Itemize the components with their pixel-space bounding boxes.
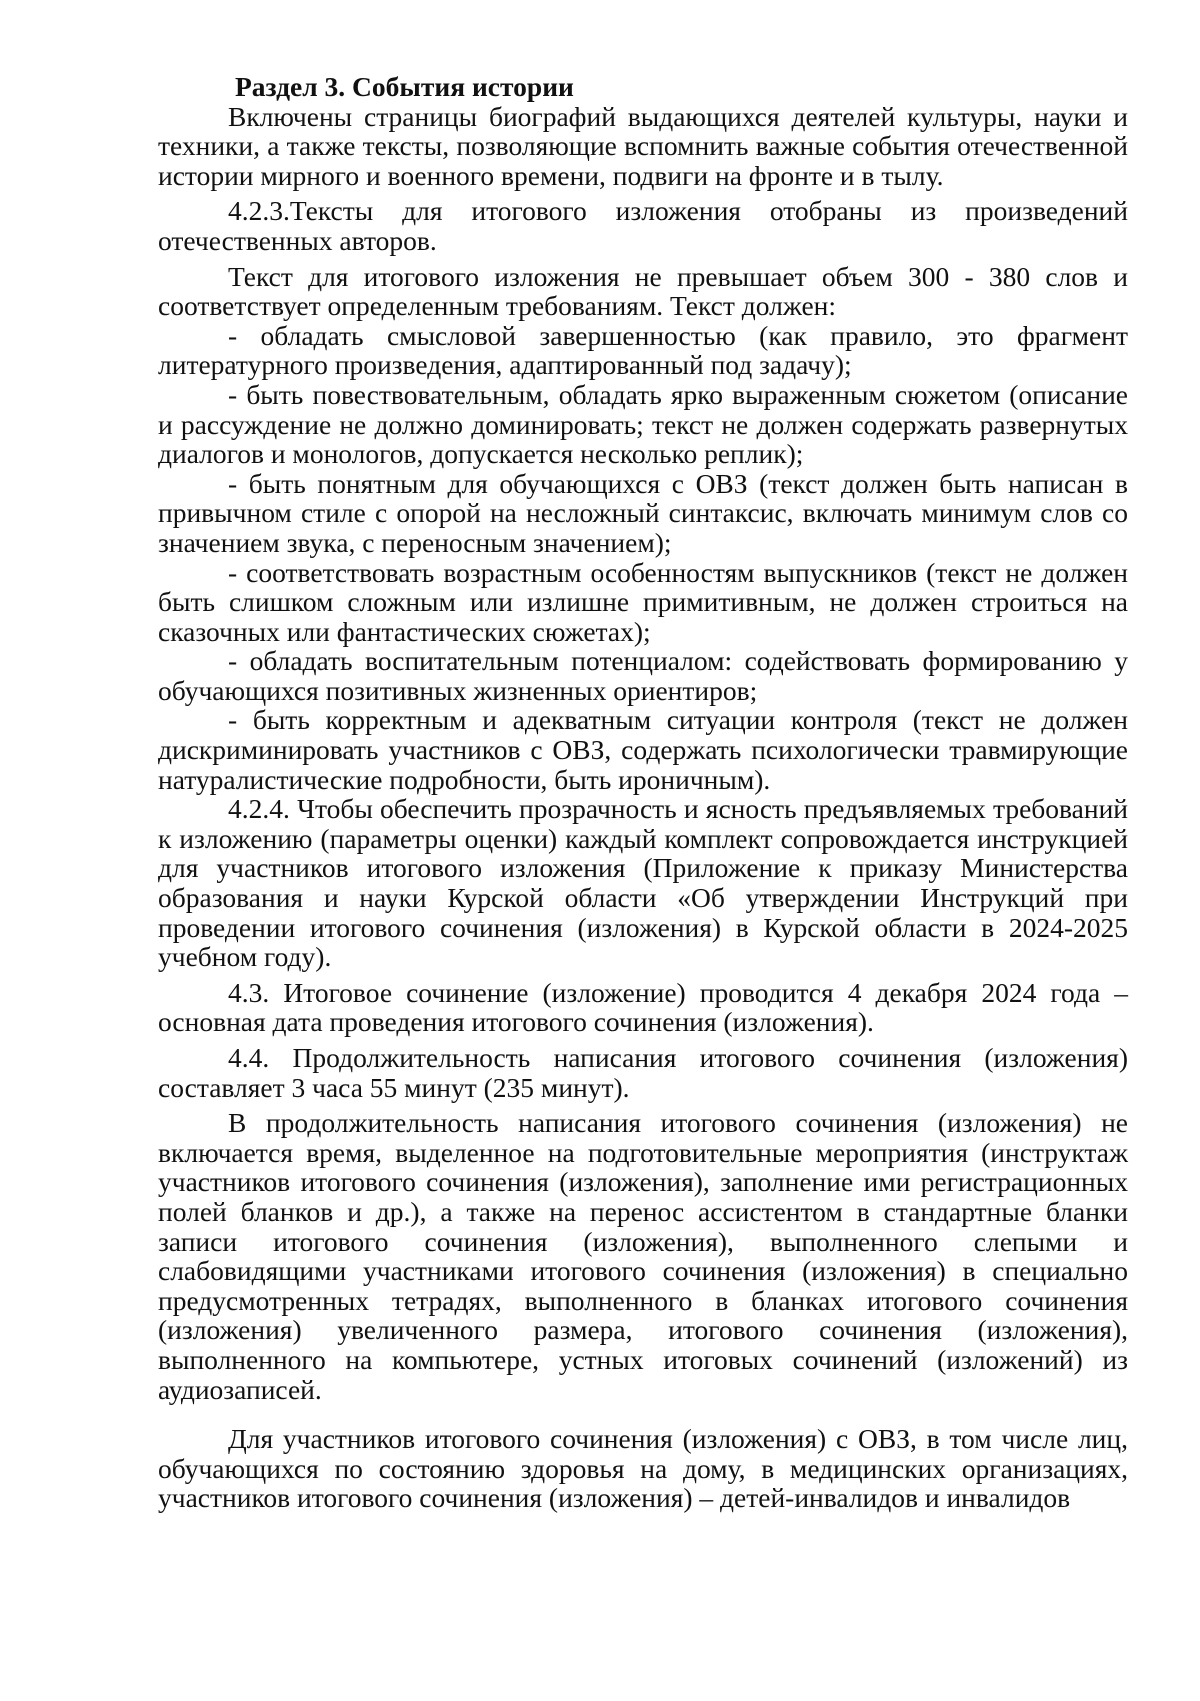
paragraph-4-4: 4.4. Продолжительность написания итогового сочинения (изложения) составляет 3 часа 55 минут (235 минут).	[158, 1042, 1128, 1103]
requirement-item: - быть понятным для обучающихся с ОВЗ (текст должен быть написан в привычном стиле с опорой на несложный синтаксис, включать минимум слов со значением звука, с переносным значением);	[158, 467, 1128, 558]
requirement-item: - обладать смысловой завершенностью (как правило, это фрагмент литературного произведения, адаптированный под задачу);	[158, 319, 1128, 381]
paragraph-text-requirements: Текст для итогового изложения не превышает объем 300 - 380 слов и соответствует определенным требованиям. Текст должен:	[158, 260, 1128, 322]
paragraph-ovz-participants: Для участников итогового сочинения (изложения) с ОВЗ, в том числе лиц, обучающихся по состоянию здоровья на дому, в медицинских организациях, участников итогового сочинения (изложения) – детей-инвалидов и инвалидов	[158, 1423, 1128, 1514]
section-title: Раздел 3. События истории	[235, 71, 574, 102]
paragraph-4-2-4: 4.2.4. Чтобы обеспечить прозрачность и ясность предъявляемых требований к изложению (параметры оценки) каждый комплект сопровождается инструкцией для участников итогового изложения (Приложение к приказу Министерства образования и науки Курской области «Об утверждении Инструкций при проведении итогового сочинения (изложения) в Курской области в 2024-2025 учебном году).	[158, 793, 1128, 973]
requirement-item: - соответствовать возрастным особенностям выпускников (текст не должен быть слишком сложным или излишне примитивным, не должен строиться на сказочных или фантастических сюжетах);	[158, 556, 1128, 647]
requirement-item: - быть повествовательным, обладать ярко выраженным сюжетом (описание и рассуждение не должно доминировать; текст не должен содержать развернутых диалогов и монологов, допускается несколько реплик);	[158, 378, 1128, 470]
requirement-item: - обладать воспитательным потенциалом: содействовать формированию у обучающихся позитивных жизненных ориентиров;	[158, 645, 1128, 706]
paragraph-duration-exclusions: В продолжительность написания итогового сочинения (изложения) не включается время, выделенное на подготовительные мероприятия (инструктаж участников итогового сочинения (изложения), заполнение ими регистрационных полей бланков и др.), а также на перенос ассистентом в стандартные бланки записи итогового сочинения (изложения), выполненного слепыми и слабовидящими участниками итогового сочинения (изложения) в специально предусмотренных тетрадях, выполненного в бланках итогового сочинения (изложения) увеличенного размера, итогового сочинения (изложения), выполненного на компьютере, устных итоговых сочинений (изложений) из аудиозаписей.	[158, 1107, 1128, 1405]
requirement-item: - быть корректным и адекватным ситуации контроля (текст не должен дискриминировать участников с ОВЗ, содержать психологически травмирующие натуралистические подробности, быть ироничным).	[158, 704, 1128, 795]
paragraph-4-2-3: 4.2.3.Тексты для итогового изложения отобраны из произведений отечественных авторов.	[158, 195, 1128, 256]
document-page	[158, 72, 1128, 1513]
paragraph-4-3: 4.3. Итоговое сочинение (изложение) проводится 4 декабря 2024 года – основная дата проведения итогового сочинения (изложения).	[158, 976, 1128, 1038]
paragraph-section-intro: Включены страницы биографий выдающихся деятелей культуры, науки и техники, а также тексты, позволяющие вспомнить важные события отечественной истории мирного и военного времени, подвиги на фронте и в тылу.	[158, 100, 1128, 191]
